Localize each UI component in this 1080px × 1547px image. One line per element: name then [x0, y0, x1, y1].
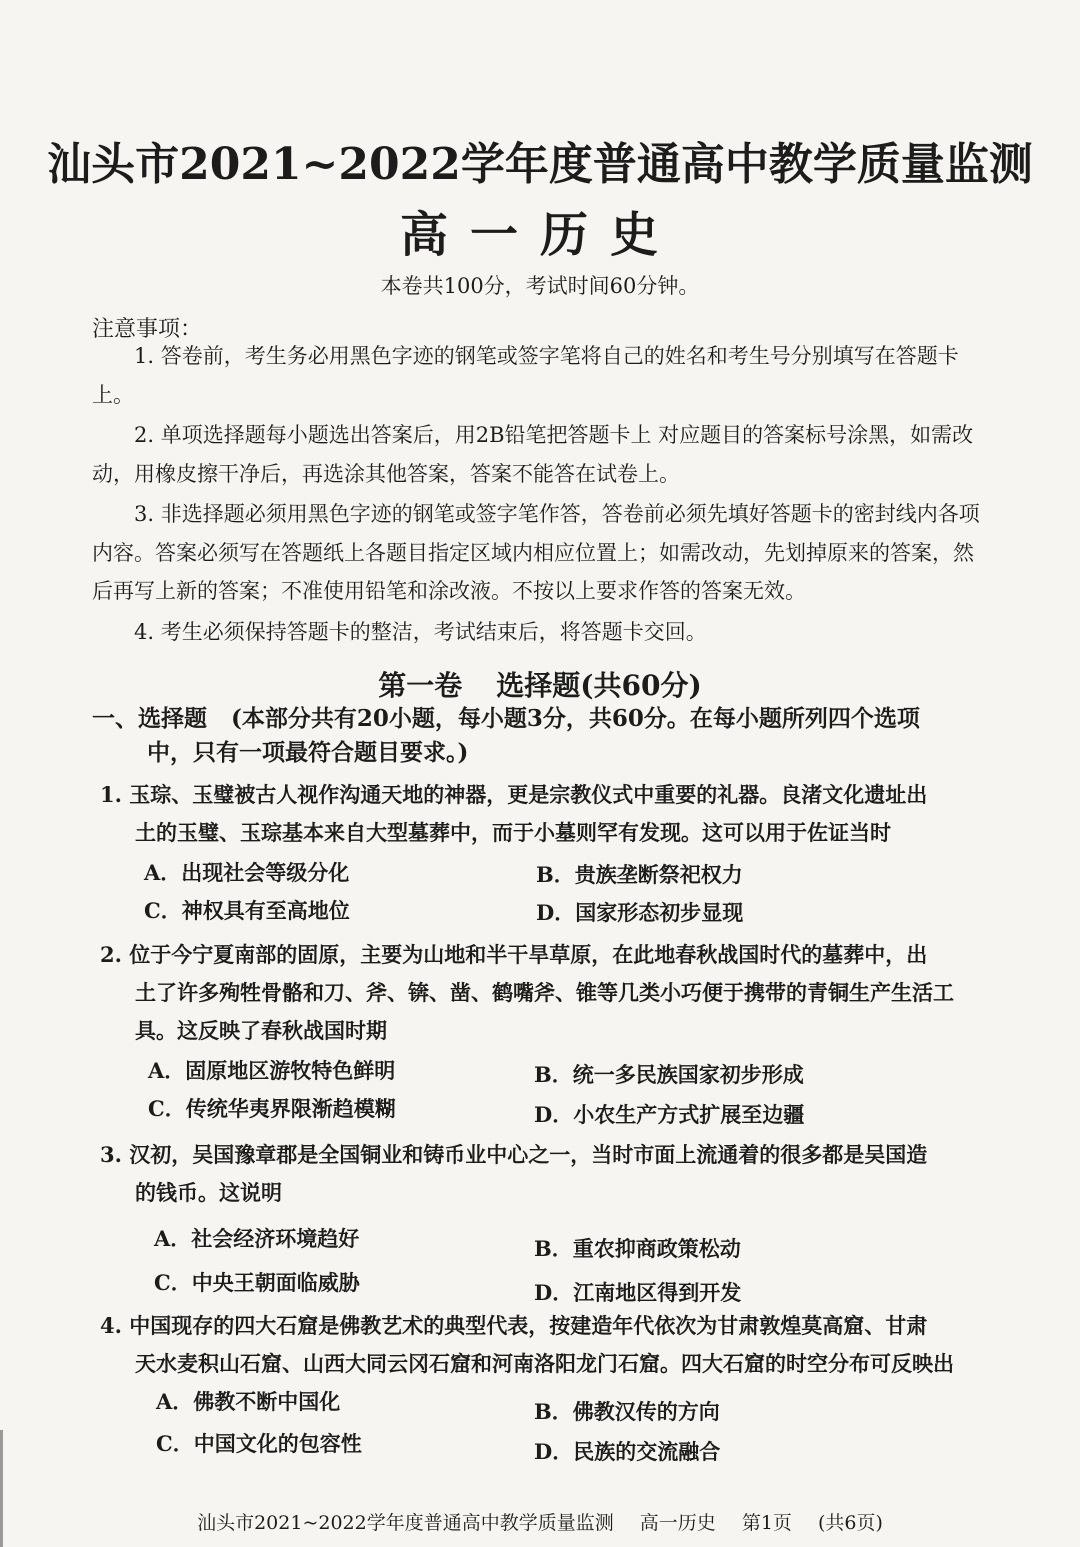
note-item: 1. 答卷前，考生务必用黑色字迹的钢笔或签字笔将自己的姓名和考生号分别填写在答题卡上。: [92, 344, 959, 407]
stem-line: 天水麦积山石窟、山西大同云冈石窟和河南洛阳龙门石窟。四大石窟的时空分布可反映出: [135, 1351, 954, 1376]
question-3: [100, 1136, 980, 1305]
notes-list: [92, 335, 992, 651]
option-a[interactable]: A．出现社会等级分化: [144, 860, 350, 885]
footer-title: 汕头市2021~2022学年度普通高中教学质量监测: [197, 1512, 614, 1534]
option-c[interactable]: C．传统华夷界限渐趋模糊: [148, 1096, 396, 1121]
note-item: 2. 单项选择题每小题选出答案后，用2B铅笔把答题卡上 对应题目的答案标号涂黑，如需改动，用橡皮擦干净后，再选涂其他答案，答案不能答在试卷上。: [92, 423, 974, 486]
stem-line: 3. 汉初，吴国豫章郡是全国铜业和铸币业中心之一，当时市面上流通着的很多都是吴国造: [100, 1142, 928, 1167]
option-a[interactable]: A．佛教不断中国化: [156, 1389, 341, 1414]
option-a[interactable]: A．社会经济环境趋好: [154, 1226, 360, 1251]
question-stem: [100, 1307, 980, 1383]
option-d[interactable]: D．小农生产方式扩展至边疆: [534, 1102, 805, 1127]
part-label: 一、选择题: [92, 705, 207, 732]
option-a[interactable]: A．固原地区游牧特色鲜明: [148, 1058, 396, 1083]
section-title: [0, 664, 1080, 704]
footer-total: (共6页): [817, 1512, 883, 1534]
option-d[interactable]: D．江南地区得到开发: [534, 1280, 742, 1305]
subject-title: 高一历史: [399, 207, 680, 263]
option-d[interactable]: D．民族的交流融合: [534, 1439, 721, 1464]
question-4: [100, 1307, 980, 1463]
options: [100, 1050, 980, 1130]
question-stem: [100, 1136, 980, 1212]
stem-line: 土的玉璧、玉琮基本来自大型墓葬中，而于小墓则罕有发现。这可以用于佐证当时: [135, 820, 891, 845]
note-item: 4. 考生必须保持答题卡的整洁，考试结束后，将答题卡交回。: [134, 619, 707, 644]
scan-edge-shadow: [0, 1430, 3, 1547]
part-desc-line2: 中，只有一项最符合题目要求。): [147, 739, 469, 766]
stem-line: 1. 玉琮、玉璧被古人视作沟通天地的神器，更是宗教仪式中重要的礼器。良渚文化遗址出: [100, 782, 928, 807]
question-stem: [100, 936, 980, 1050]
option-b[interactable]: B．贵族垄断祭祀权力: [536, 862, 743, 887]
section-title-part: 第一卷: [378, 669, 463, 702]
footer-subject: 高一历史: [639, 1512, 716, 1534]
notes-heading: 注意事项：: [92, 317, 203, 342]
option-d[interactable]: D．国家形态初步显现: [536, 900, 744, 925]
question-2: [100, 936, 980, 1130]
exam-info: 本卷共100分，考试时间60分钟。: [380, 274, 700, 298]
stem-line: 具。这反映了春秋战国时期: [135, 1018, 387, 1043]
option-c[interactable]: C．神权具有至高地位: [144, 898, 350, 923]
question-1: [100, 776, 980, 932]
page-footer: [0, 1508, 1080, 1535]
option-b[interactable]: B．佛教汉传的方向: [534, 1399, 720, 1424]
exam-title: 汕头市2021~2022学年度普通高中教学质量监测: [47, 139, 1033, 190]
option-b[interactable]: B．统一多民族国家初步形成: [534, 1062, 804, 1087]
options: [100, 852, 980, 932]
stem-line: 的钱币。这说明: [135, 1180, 282, 1205]
option-b[interactable]: B．重农抑商政策松动: [534, 1236, 741, 1261]
part-heading: [92, 702, 992, 770]
question-stem: [100, 776, 980, 852]
note-item: 3. 非选择题必须用黑色字迹的钢笔或签字笔作答，答卷前必须先填好答题卡的密封线内各项内容。答案必须写在答题纸上各题目指定区域内相应位置上；如需改动，先划掉原来的答案，然后再写上新的答案；不准使用铅笔和涂改液。不按以上要求作答的答案无效。: [92, 502, 980, 603]
options: [100, 1383, 980, 1463]
stem-line: 2. 位于今宁夏南部的固原，主要为山地和半干旱草原，在此地春秋战国时代的墓葬中，出: [100, 942, 928, 967]
footer-page: 第1页: [741, 1512, 792, 1534]
options: [100, 1212, 980, 1305]
section-title-name: 选择题(共60分): [496, 669, 702, 702]
stem-line: 4. 中国现存的四大石窟是佛教艺术的典型代表，按建造年代依次为甘肃敦煌莫高窟、甘肃: [100, 1313, 928, 1338]
part-desc-line1: (本部分共有20小题，每小题3分，共60分。在每小题所列四个选项: [231, 705, 920, 732]
option-c[interactable]: C．中国文化的包容性: [156, 1431, 362, 1456]
stem-line: 土了许多殉牲骨骼和刀、斧、锛、凿、鹤嘴斧、锥等几类小巧便于携带的青铜生产生活工: [135, 980, 954, 1005]
option-c[interactable]: C．中央王朝面临威胁: [154, 1270, 360, 1295]
